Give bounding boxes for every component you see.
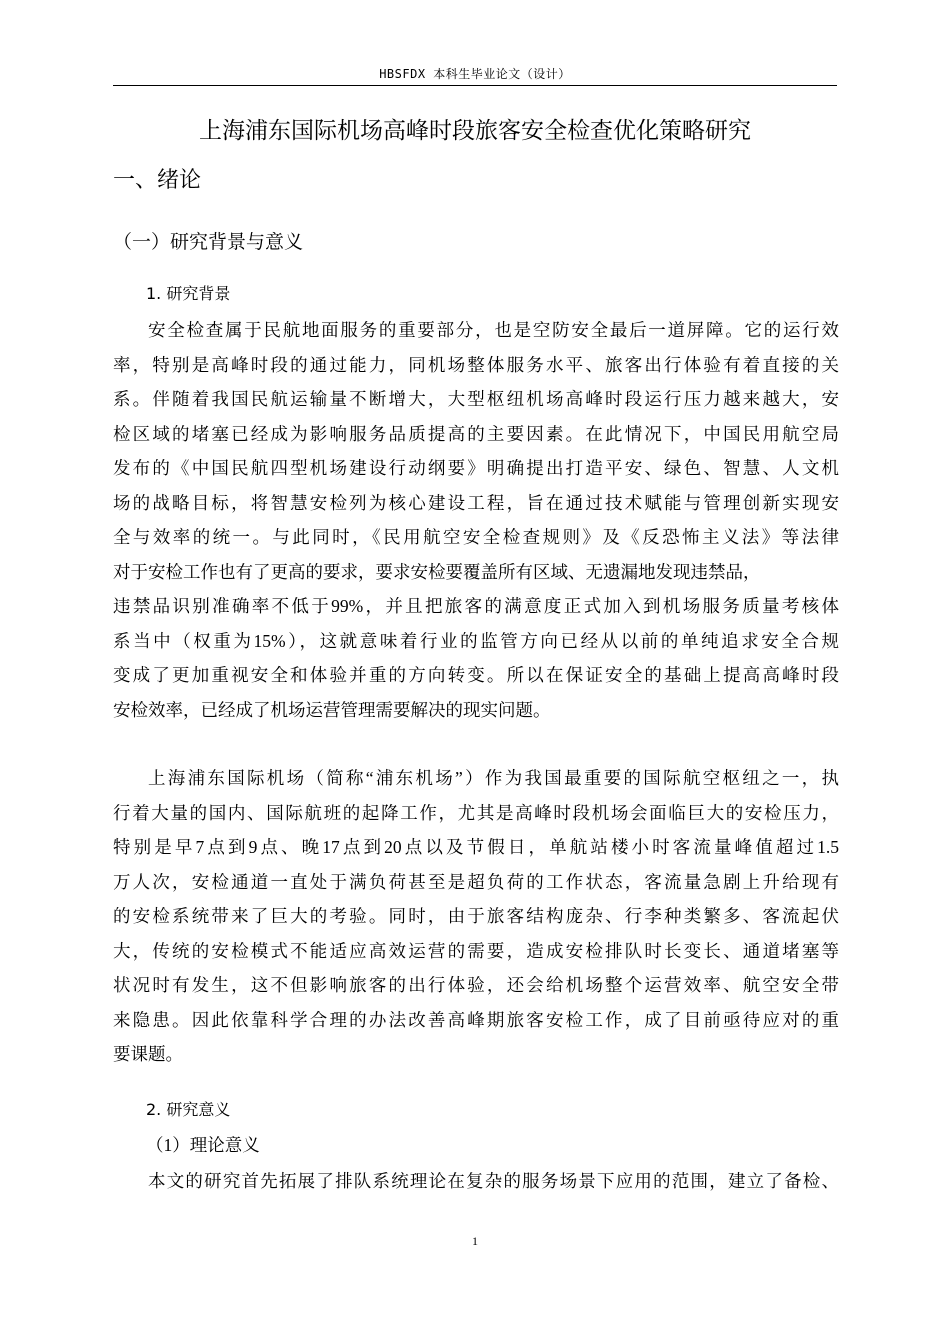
text-line: 场的战略目标，将智慧安检列为核心建设工程，旨在通过技术赋能与管理创新实现安 [113,492,839,513]
header-rule [113,85,837,86]
page-number: 1 [472,1234,478,1248]
text-line: 状况时有发生，这不但影响旅客的出行体验，还会给机场整个运营效率、航空安全带 [113,975,839,995]
text-line: 本文的研究首先拓展了排队系统理论在复杂的服务场景下应用的范围，建立了备检、 [148,1171,839,1191]
text-line: 来隐患。因此依靠科学合理的办法改善高峰期旅客安检工作，成了目前亟待应对的重 [113,1009,839,1030]
text-line: 对于安检工作也有了更高的要求，要求安检要覆盖所有区域、无遗漏地发现违禁品， [113,561,761,582]
text-line: 大，传统的安检模式不能适应高效运营的需要，造成安检排队时长变长、通道堵塞等 [113,940,839,961]
text-line: 安检效率，已经成了机场运营管理需要解决的现实问题。 [113,699,551,720]
document-title: 上海浦东国际机场高峰时段旅客安全检查优化策略研究 [199,118,751,144]
running-header: HBSFDX 本科生毕业论文（设计） [379,67,571,81]
text-line: 率，特别是高峰时段的通过能力，同机场整体服务水平、旅客出行体验有着直接的关 [113,354,839,375]
paragraph-research-background-2 [113,761,839,1072]
item-heading-research-significance: 2. 研究意义 [146,1100,231,1119]
text-line: 安全检查属于民航地面服务的重要部分，也是空防安全最后一道屏障。它的运行效 [148,320,839,340]
section-heading-introduction: 一、绪论 [113,168,202,193]
subsection-heading-background-significance: （一）研究背景与意义 [113,231,304,253]
text-line: 全与效率的统一。与此同时，《民用航空安全检查规则》及《反恐怖主义法》等法律 [113,527,839,547]
text-line: 上海浦东国际机场（简称“浦东机场”）作为我国最重要的国际航空枢纽之一，执 [148,768,839,788]
text-line: 变成了更加重视安全和体验并重的方向转变。所以在保证安全的基础上提高高峰时段 [113,665,839,685]
text-line: 检区域的堵塞已经成为影响服务品质提高的主要因素。在此情况下，中国民用航空局 [113,423,839,444]
text-line: 的安检系统带来了巨大的考验。同时，由于旅客结构庞杂、行李种类繁多、客流起伏 [113,906,839,926]
text-line: 系当中（权重为15%），这就意味着行业的监管方向已经从以前的单纯追求安全合规 [113,630,839,651]
text-line: 违禁品识别准确率不低于99%，并且把旅客的满意度正式加入到机场服务质量考核体 [113,596,839,616]
text-line: 要课题。 [113,1044,183,1064]
text-line: 万人次，安检通道一直处于满负荷甚至是超负荷的工作状态，客流量急剧上升给现有 [113,871,839,892]
text-line: 特别是早7点到9点、晚17点到20点以及节假日，单航站楼小时客流量峰值超过1.5 [113,837,839,857]
text-line: 系。伴随着我国民航运输量不断增大，大型枢纽机场高峰时段运行压力越来越大，安 [113,389,839,409]
text-line: 发布的《中国民航四型机场建设行动纲要》明确提出打造平安、绿色、智慧、人文机 [113,458,839,478]
text-line: 行着大量的国内、国际航班的起降工作，尤其是高峰时段机场会面临巨大的安检压力， [113,802,839,823]
item-heading-research-background: 1. 研究背景 [146,284,231,303]
paragraph-theoretical-significance [113,1164,839,1199]
paragraph-research-background-1 [113,313,839,727]
sub-item-heading-theoretical-significance: （1）理论意义 [146,1135,260,1155]
